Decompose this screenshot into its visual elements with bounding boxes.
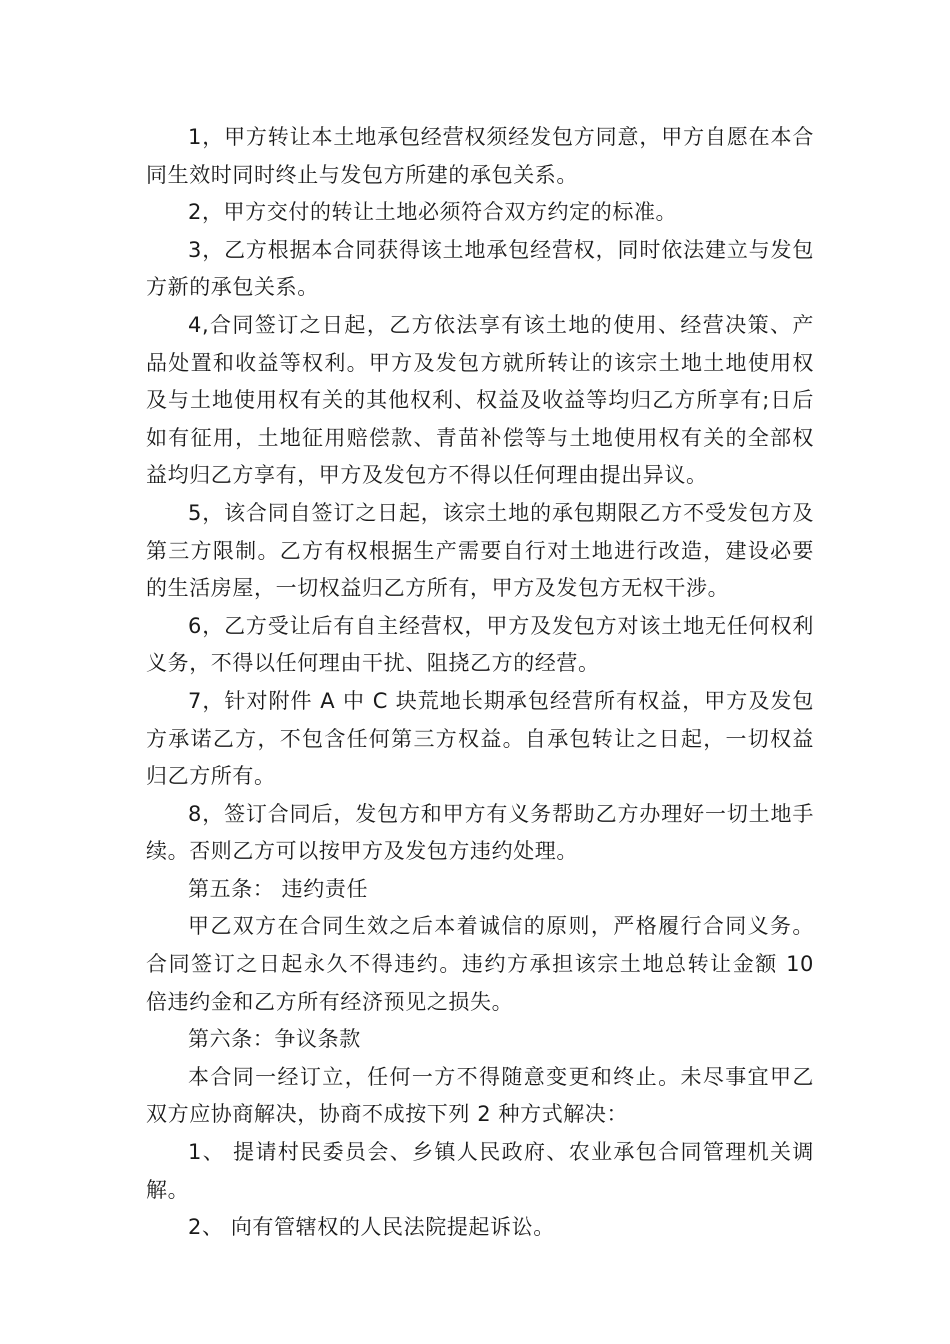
document-body: [146, 119, 814, 1247]
article-6-heading: 第六条：争议条款: [188, 1027, 361, 1052]
clause-8-paragraph: 8，签订合同后，发包方和甲方有义务帮助乙方办理好一切土地手续。否则乙方可以按甲方及发包方违约处理。: [146, 801, 814, 864]
article-6-body: 本合同一经订立，任何一方不得随意变更和终止。未尽事宜甲乙双方应协商解决，协商不成按下列 2 种方式解决：: [146, 1064, 814, 1127]
clause-2-paragraph: 2，甲方交付的转让土地必须符合双方约定的标准。: [188, 200, 678, 225]
dispute-option-2: 2、 向有管辖权的人民法院提起诉讼。: [188, 1215, 555, 1240]
clause-6-paragraph: 6，乙方受让后有自主经营权，甲方及发包方对该土地无任何权利义务，不得以任何理由干扰、阻挠乙方的经营。: [146, 613, 814, 676]
clause-5-paragraph: 5，该合同自签订之日起，该宗土地的承包期限乙方不受发包方及第三方限制。乙方有权根据生产需要自行对土地进行改造，建设必要的生活房屋，一切权益归乙方所有，甲方及发包方无权干涉。: [146, 500, 814, 601]
clause-7-paragraph: 7，针对附件 A 中 C 块荒地长期承包经营所有权益，甲方及发包方承诺乙方，不包含任何第三方权益。自承包转让之日起，一切权益归乙方所有。: [146, 688, 814, 789]
dispute-option-1: 1、 提请村民委员会、乡镇人民政府、农业承包合同管理机关调解。: [146, 1140, 814, 1202]
clause-4-paragraph: 4,合同签订之日起，乙方依法享有该土地的使用、经营决策、产品处置和收益等权利。甲方及发包方就所转让的该宗土地土地使用权及与土地使用权有关的其他权利、权益及收益等均归乙方所享有;日后如有征用，土地征用赔偿款、青苗补偿等与土地使用权有关的全部权益均归乙方享有，甲方及发包方不得以任何理由提出异议。: [146, 312, 814, 488]
article-5-body: 甲乙双方在合同生效之后本着诚信的原则，严格履行合同义务。合同签订之日起永久不得违约。违约方承担该宗土地总转让金额 10 倍违约金和乙方所有经济预见之损失。: [146, 914, 814, 1014]
clause-3-paragraph: 3，乙方根据本合同获得该土地承包经营权，同时依法建立与发包方新的承包关系。: [146, 237, 814, 300]
article-5-heading: 第五条： 违约责任: [188, 876, 369, 901]
clause-1-paragraph: 1，甲方转让本土地承包经营权须经发包方同意，甲方自愿在本合同生效时同时终止与发包方所建的承包关系。: [146, 125, 814, 187]
